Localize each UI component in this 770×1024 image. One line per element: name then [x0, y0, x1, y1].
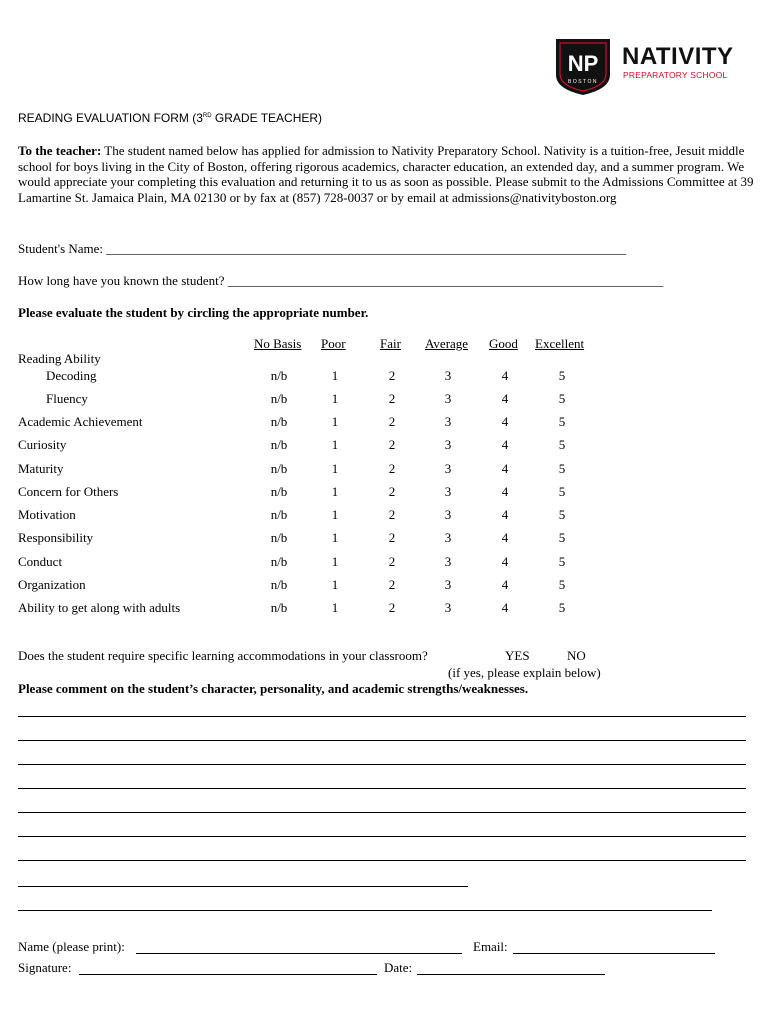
rating-option-academic-achievement[interactable]: 3 — [444, 414, 452, 429]
rating-option-concern-for-others[interactable]: 1 — [331, 484, 339, 499]
rating-option-responsibility[interactable]: 4 — [501, 530, 509, 545]
rating-option-academic-achievement[interactable]: 1 — [331, 414, 339, 429]
rating-option-academic-achievement[interactable]: 2 — [388, 414, 396, 429]
comment-line[interactable] — [18, 860, 746, 861]
row-label-motivation: Motivation — [18, 507, 76, 522]
logo-city: BOSTON — [567, 79, 599, 85]
rating-option-motivation[interactable]: 4 — [501, 507, 509, 522]
rating-option-organization[interactable]: 2 — [388, 577, 396, 592]
row-label-curiosity: Curiosity — [18, 437, 67, 452]
rating-option-decoding[interactable]: 1 — [331, 368, 339, 383]
comment-line[interactable] — [18, 740, 746, 741]
rating-option-maturity[interactable]: 3 — [444, 461, 452, 476]
rating-option-decoding[interactable]: 2 — [388, 368, 396, 383]
rating-option-concern-for-others[interactable]: 3 — [444, 484, 452, 499]
rating-option-ability-to-get-along-with-adults[interactable]: 5 — [558, 600, 566, 615]
nativity-shield-icon — [552, 37, 614, 97]
rating-option-decoding[interactable]: 4 — [501, 368, 509, 383]
rating-option-conduct[interactable]: 2 — [388, 554, 396, 569]
row-label-decoding: Decoding — [46, 368, 97, 383]
rating-option-concern-for-others[interactable]: 2 — [388, 484, 396, 499]
comment-line[interactable] — [18, 836, 746, 837]
signature-label: Signature: — [18, 960, 72, 975]
date-input-line[interactable] — [417, 974, 605, 975]
rating-option-motivation[interactable]: 5 — [558, 507, 566, 522]
rating-option-decoding[interactable]: n/b — [270, 368, 288, 383]
rating-option-fluency[interactable]: 3 — [444, 391, 452, 406]
rating-option-conduct[interactable]: 5 — [558, 554, 566, 569]
logo-subtitle: PREPARATORY SCHOOL — [623, 70, 728, 80]
rating-option-responsibility[interactable]: 3 — [444, 530, 452, 545]
rating-option-curiosity[interactable]: n/b — [270, 437, 288, 452]
row-label-concern-for-others: Concern for Others — [18, 484, 119, 499]
rating-option-maturity[interactable]: 2 — [388, 461, 396, 476]
rating-option-motivation[interactable]: 1 — [331, 507, 339, 522]
rating-option-fluency[interactable]: n/b — [270, 391, 288, 406]
rating-option-organization[interactable]: 5 — [558, 577, 566, 592]
rating-option-academic-achievement[interactable]: 4 — [501, 414, 509, 429]
form-title: READING EVALUATION FORM (3RD GRADE TEACHER) — [18, 111, 323, 125]
name-label: Name (please print): — [18, 939, 125, 954]
header-poor: Poor — [321, 336, 346, 351]
row-label-responsibility: Responsibility — [18, 530, 94, 545]
intro-lead: To the teacher: — [18, 143, 102, 158]
comment-line[interactable] — [18, 764, 746, 765]
rating-option-motivation[interactable]: 3 — [444, 507, 452, 522]
header-average: Average — [425, 336, 469, 351]
accommodations-question: Does the student require specific learning accommodations in your classroom? — [18, 648, 428, 663]
rating-option-organization[interactable]: 3 — [444, 577, 452, 592]
rating-option-organization[interactable]: 1 — [331, 577, 339, 592]
known-duration-field[interactable]: How long have you known the student? ___________________________________________________________________ — [18, 273, 664, 288]
date-label: Date: — [384, 960, 413, 975]
header-excellent: Excellent — [535, 336, 585, 351]
rating-option-responsibility[interactable]: 2 — [388, 530, 396, 545]
name-input-line[interactable] — [136, 953, 462, 954]
header-fair: Fair — [380, 336, 401, 351]
email-input-line[interactable] — [513, 953, 715, 954]
intro-paragraph — [18, 143, 758, 205]
rating-option-maturity[interactable]: 4 — [501, 461, 509, 476]
rating-option-curiosity[interactable]: 4 — [501, 437, 509, 452]
rating-option-maturity[interactable]: 1 — [331, 461, 339, 476]
comment-line[interactable] — [18, 910, 712, 911]
rating-option-decoding[interactable]: 5 — [558, 368, 566, 383]
logo-monogram: NP — [567, 51, 599, 76]
rating-option-decoding[interactable]: 3 — [444, 368, 452, 383]
header-good: Good — [489, 336, 518, 351]
rating-option-academic-achievement[interactable]: n/b — [270, 414, 288, 429]
rating-option-ability-to-get-along-with-adults[interactable]: n/b — [270, 600, 288, 615]
rating-option-fluency[interactable]: 1 — [331, 391, 339, 406]
rating-option-curiosity[interactable]: 5 — [558, 437, 566, 452]
rating-option-fluency[interactable]: 2 — [388, 391, 396, 406]
rating-option-conduct[interactable]: 4 — [501, 554, 509, 569]
rating-option-concern-for-others[interactable]: 5 — [558, 484, 566, 499]
student-name-field[interactable]: Student's Name: ________________________________________________________________________________ — [18, 241, 627, 256]
rating-option-responsibility[interactable]: n/b — [270, 530, 288, 545]
rating-option-maturity[interactable]: 5 — [558, 461, 566, 476]
comment-prompt: Please comment on the student’s character, personality, and academic strengths/weaknesses. — [18, 681, 529, 696]
rating-option-motivation[interactable]: n/b — [270, 507, 288, 522]
group-label-reading-ability: Reading Ability — [18, 351, 101, 366]
rating-option-ability-to-get-along-with-adults[interactable]: 2 — [388, 600, 396, 615]
rating-option-motivation[interactable]: 2 — [388, 507, 396, 522]
instructions: Please evaluate the student by circling the appropriate number. — [18, 305, 369, 320]
rating-option-responsibility[interactable]: 5 — [558, 530, 566, 545]
rating-option-academic-achievement[interactable]: 5 — [558, 414, 566, 429]
row-label-academic-achievement: Academic Achievement — [18, 414, 143, 429]
comment-line[interactable] — [18, 788, 746, 789]
email-label: Email: — [473, 939, 508, 954]
row-label-ability-to-get-along-with-adults: Ability to get along with adults — [18, 600, 181, 615]
row-label-organization: Organization — [18, 577, 86, 592]
accommodations-no-option[interactable]: NO — [567, 648, 586, 663]
comment-line[interactable] — [18, 716, 746, 717]
rating-option-organization[interactable]: 4 — [501, 577, 509, 592]
comment-line[interactable] — [18, 812, 746, 813]
rating-option-conduct[interactable]: 1 — [331, 554, 339, 569]
accommodations-yes-option[interactable]: YES — [505, 648, 530, 663]
row-label-conduct: Conduct — [18, 554, 63, 569]
rating-option-conduct[interactable]: n/b — [270, 554, 288, 569]
rating-option-ability-to-get-along-with-adults[interactable]: 4 — [501, 600, 509, 615]
rating-option-responsibility[interactable]: 1 — [331, 530, 339, 545]
rating-option-curiosity[interactable]: 2 — [388, 437, 396, 452]
rating-option-ability-to-get-along-with-adults[interactable]: 3 — [444, 600, 452, 615]
row-label-maturity: Maturity — [18, 461, 64, 476]
rating-option-fluency[interactable]: 5 — [558, 391, 566, 406]
rating-option-concern-for-others[interactable]: 4 — [501, 484, 509, 499]
comment-line[interactable] — [18, 886, 468, 887]
rating-option-maturity[interactable]: n/b — [270, 461, 288, 476]
signature-input-line[interactable] — [79, 974, 377, 975]
row-label-fluency: Fluency — [46, 391, 88, 406]
header-no-basis: No Basis — [254, 336, 302, 351]
rating-option-concern-for-others[interactable]: n/b — [270, 484, 288, 499]
logo-name: NATIVITY — [622, 43, 734, 70]
rating-option-fluency[interactable]: 4 — [501, 391, 509, 406]
rating-option-organization[interactable]: n/b — [270, 577, 288, 592]
rating-option-curiosity[interactable]: 1 — [331, 437, 339, 452]
rating-option-conduct[interactable]: 3 — [444, 554, 452, 569]
accommodations-explain-note: (if yes, please explain below) — [448, 665, 601, 680]
rating-option-ability-to-get-along-with-adults[interactable]: 1 — [331, 600, 339, 615]
intro-body: The student named below has applied for admission to Nativity Preparatory School. Nativity is a tuition-free, Jesuit middle school for boys living in the City of Boston, offering rigorous academics, character education, an extended day, and a summer program. We would appreciate your completing this evaluation and returning it to us as soon as possible. Please submit to the Admissions Committee at 39 Lamartine St. Jamaica Plain, MA 02130 or by fax at (857) 728-0037 or by email at admissions@nativityboston.org — [18, 143, 754, 205]
rating-option-curiosity[interactable]: 3 — [444, 437, 452, 452]
school-logo — [552, 37, 742, 97]
